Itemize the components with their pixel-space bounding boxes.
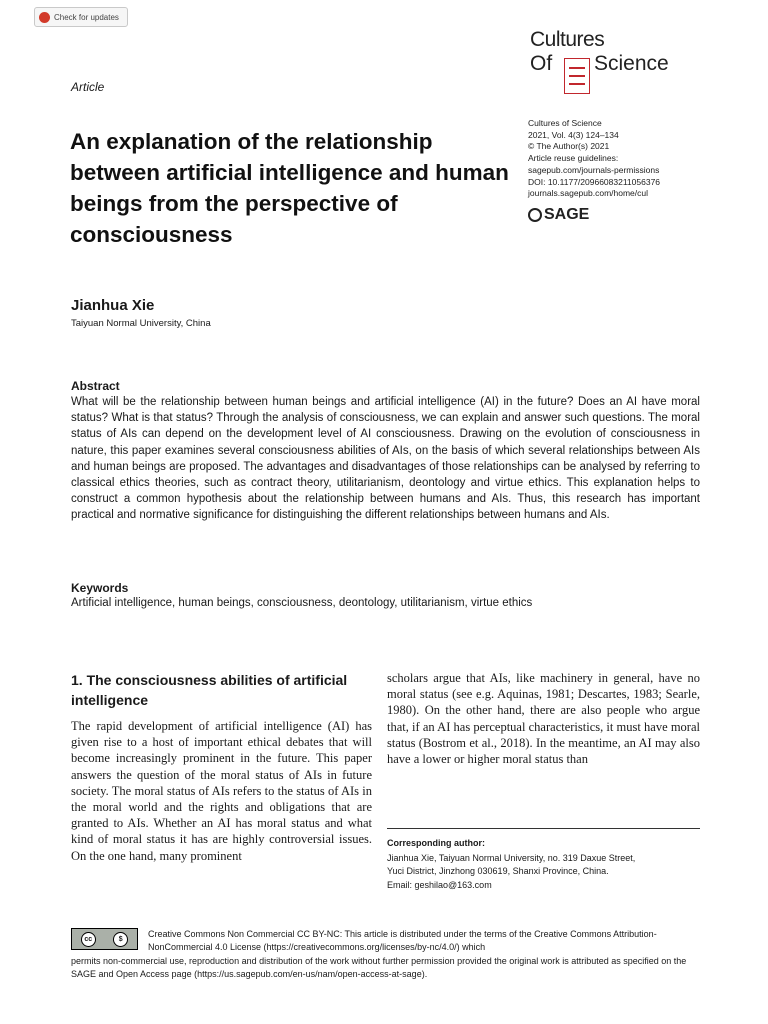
reuse-link[interactable]: sagepub.com/journals-permissions [528,164,660,175]
logo-word-of: Of [530,52,553,75]
body-column-left: The rapid development of artificial intelligence (AI) has given rise to a host of important ethical debates that will become increasingly prominent in the future. This paper answers the question of the moral status of AIs in future society. The moral status of AIs refers to the status of AIs in the moral world and the rights and obligations that are granted to AIs. Whether an AI has moral status and what kind of moral status it has are highly controversial issues. On the one hand, many prominent [71,719,372,863]
corresponding-heading: Corresponding author: [387,838,485,848]
author-affiliation: Taiyuan Normal University, China [71,318,211,329]
sage-icon [528,208,542,222]
article-title: An explanation of the relationship between artificial intelligence and human beings from the perspective of consciousness [70,129,509,247]
journal-issue: 2021, Vol. 4(3) 124–134 [528,129,619,140]
license-text-top: Creative Commons Non Commercial CC BY-NC: This article is distributed under the terms of the Creative Commons Attribution-NonCommercial 4.0 License (https://creativecommons.org/licenses/by-nc/4.0/) which [148,929,657,953]
journal-site-link[interactable]: journals.sagepub.com/home/cul [528,188,649,199]
journal-name: Cultures of Science [528,118,602,128]
corresponding-details [387,852,700,892]
corresponding-line-1: Jianhua Xie, Taiyuan Normal University, no. 319 Daxue Street, [387,853,636,863]
check-for-updates-badge[interactable] [34,7,128,27]
logo-word-cultures: Cultures [530,28,605,51]
check-for-updates-label: Check for updates [54,12,119,22]
publisher-name: SAGE [544,206,590,223]
abstract-text: What will be the relationship between human beings and artificial intelligence (AI) in the future? Does an AI have moral status? What is that status? Through the analysis of consciousness, we can explain and answer such questions. The moral status of AIs can depend on the development level of AI consciousness. Drawing on the evolution of consciousness in nature, this paper examines several consciousness abilities of AIs, on the basis of which several relationships between AIs and human beings are proposed. The advantages and disadvantages of those relationships can be analysed by referring to classical ethics theories, such as contract theory, utilitarianism, deontology and virtue ethics. This explanation helps to construct a common hypothesis about the relationship between humans and AIs. Thus, this research has important practical and normative significance for distinguishing the different relationships between humans and AIs. [71,396,700,522]
journal-meta [528,118,660,200]
journal-logo [528,28,698,103]
seal-icon [564,58,590,94]
crossmark-icon [39,12,50,23]
license-text-bottom: permits non-commercial use, reproduction and distribution of the work without further permission provided the original work is attributed as specified on the SAGE and Open Access page (https://us.sagepub.com/en-us/nam/open-access-at-sage). [71,956,687,980]
corresponding-email[interactable]: Email: geshilao@163.com [387,879,492,890]
cc-icon: cc [81,932,96,947]
body-column-right: scholars argue that AIs, like machinery in general, have no moral status (see e.g. Aquinas, 1981; Descartes, 1983; Searle, 1980). On the other hand, there are also people who argue that, if an AI has perceptual characteristics, it must have moral status (Bostrom et al., 2018). In the meantime, an AI may also have a lower or higher moral status than [387,671,700,767]
article-type: Article [71,80,105,94]
corresponding-line-2: Yuci District, Jinzhong 030619, Shanxi Province, China. [387,866,609,877]
doi[interactable]: DOI: 10.1177/20966083211056376 [528,176,661,187]
cc-by-nc-badge [71,928,138,950]
copyright: © The Author(s) 2021 [528,141,610,152]
logo-word-science: Science [594,52,669,75]
author-name: Jianhua Xie [71,297,155,314]
section-heading: 1. The consciousness abilities of artificial intelligence [71,672,348,708]
noncommercial-icon: $ [113,932,128,947]
footnote-divider [387,828,700,829]
keywords-text: Artificial intelligence, human beings, consciousness, deontology, utilitarianism, virtue ethics [71,597,533,609]
reuse-guidelines: Article reuse guidelines: [528,153,619,164]
abstract-heading: Abstract [71,379,120,393]
keywords-heading: Keywords [71,581,129,595]
publisher-logo [528,206,589,224]
